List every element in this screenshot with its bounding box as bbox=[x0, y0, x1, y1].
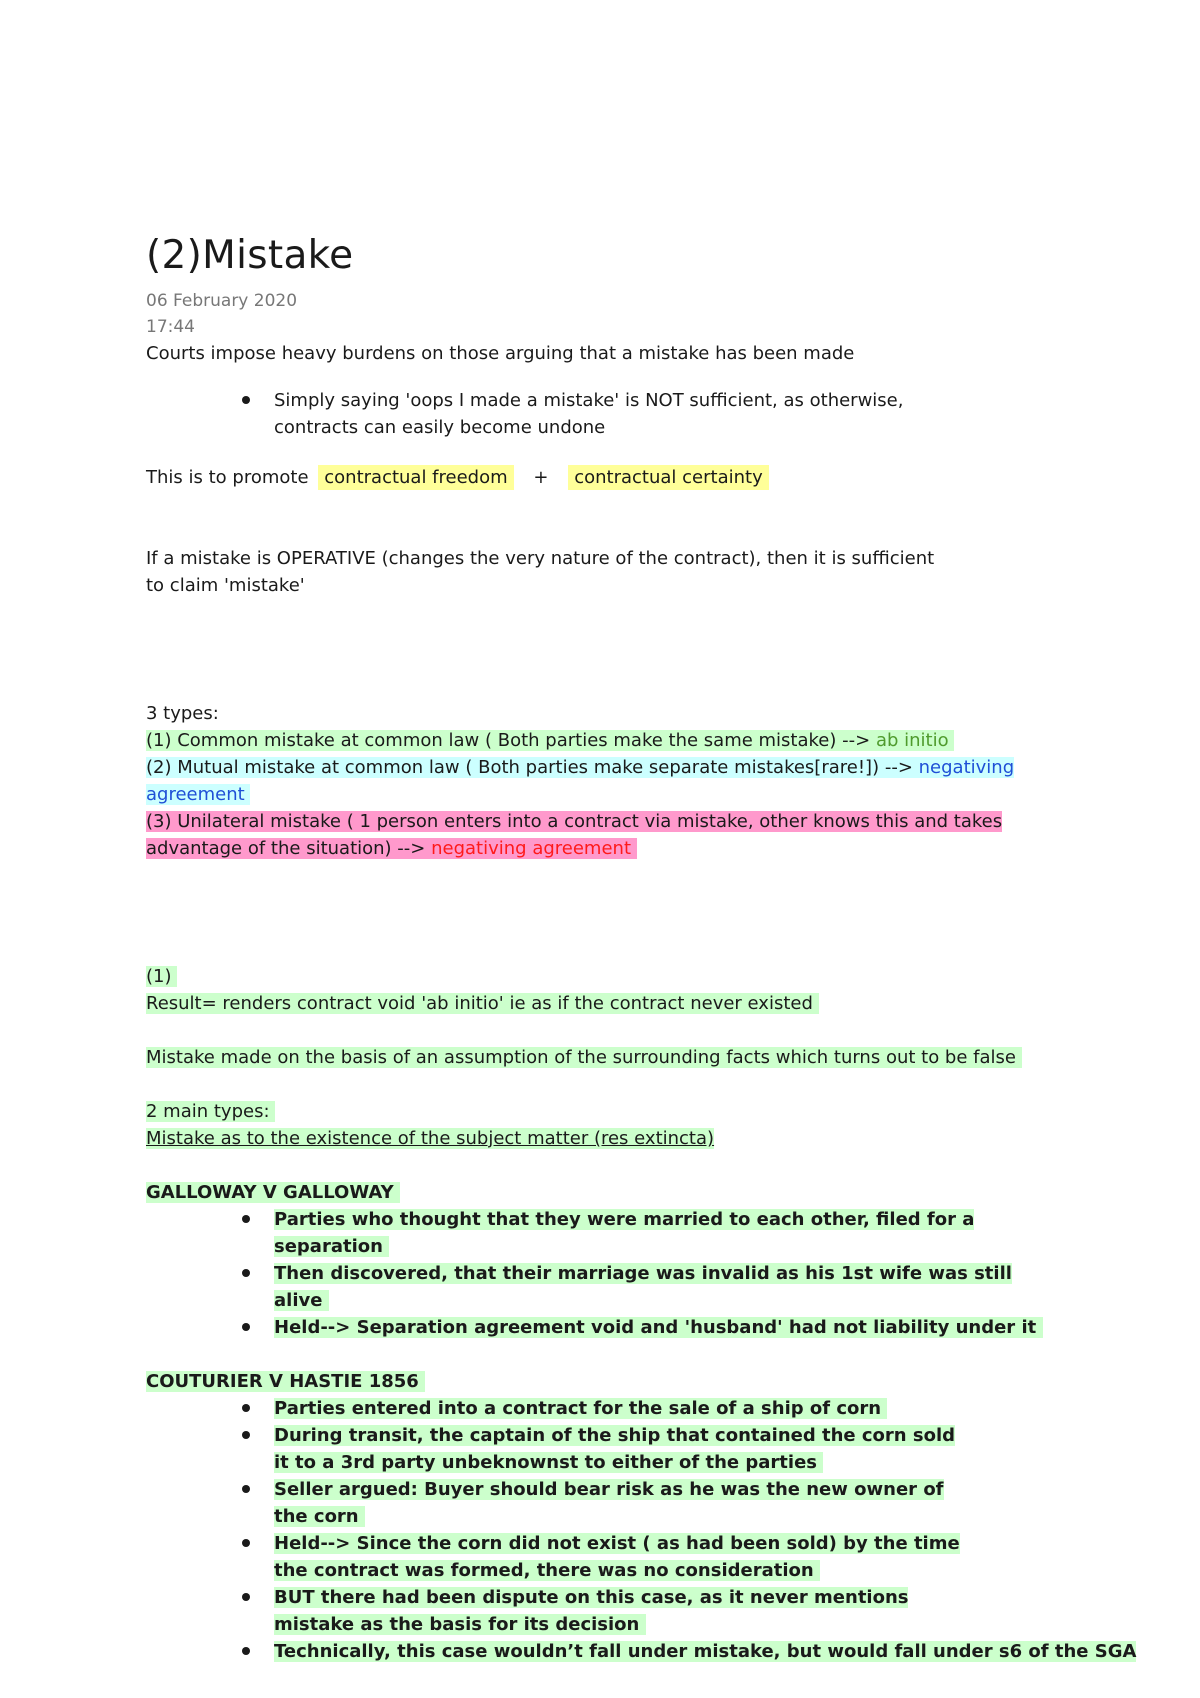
type-3-result: negativing agreement bbox=[431, 838, 631, 859]
main-types-heading: 2 main types: bbox=[146, 1101, 270, 1122]
type-1-line bbox=[146, 727, 1066, 754]
section-1-label: (1) bbox=[146, 966, 172, 987]
intro-text: Courts impose heavy burdens on those arguing that a mistake has been made bbox=[146, 343, 855, 364]
section-1-result: Result= renders contract void 'ab initio' ie as if the contract never existed bbox=[146, 993, 813, 1014]
type-3-text: (3) Unilateral mistake ( 1 person enters into a contract via mistake, other knows this and takes advantage of the situation) --> bbox=[146, 811, 1003, 859]
type-3-line bbox=[146, 808, 1066, 862]
couturier-case-heading: COUTURIER V HASTIE 1856 bbox=[146, 1371, 419, 1392]
contractual-certainty-highlight: contractual certainty bbox=[568, 465, 769, 490]
list-item: Held--> Separation agreement void and 'husband' had not liability under it bbox=[274, 1314, 1066, 1341]
galloway-case-heading: GALLOWAY V GALLOWAY bbox=[146, 1182, 394, 1203]
note-page bbox=[146, 232, 1137, 1665]
section-1-basis: Mistake made on the basis of an assumption of the surrounding facts which turns out to be false bbox=[146, 1047, 1016, 1068]
operative-text: If a mistake is OPERATIVE (changes the very nature of the contract), then it is sufficient to claim 'mistake' bbox=[146, 548, 935, 596]
list-item: Technically, this case wouldn’t fall under mistake, but would fall under s6 of the SGA bbox=[274, 1638, 976, 1665]
type-2-text: (2) Mutual mistake at common law ( Both parties make separate mistakes[rare!]) --> bbox=[146, 757, 913, 778]
type-2-result: negativing agreement bbox=[146, 757, 1015, 805]
res-extincta-heading: Mistake as to the existence of the subject matter (res extincta) bbox=[146, 1128, 715, 1149]
intro-bullet: Simply saying 'oops I made a mistake' is NOT sufficient, as otherwise, contracts can easily become undone bbox=[274, 387, 1066, 441]
intro-bullet-list bbox=[146, 387, 1066, 441]
plus-sign: + bbox=[533, 467, 549, 488]
types-heading: 3 types: bbox=[146, 703, 219, 724]
note-time: 17:44 bbox=[146, 317, 195, 337]
couturier-bullets bbox=[146, 1395, 1137, 1665]
list-item: During transit, the captain of the ship that contained the corn sold it to a 3rd party unbeknownst to either of the parties bbox=[274, 1422, 976, 1476]
type-2-line bbox=[146, 754, 1066, 808]
type-1-text: (1) Common mistake at common law ( Both parties make the same mistake) --> bbox=[146, 730, 871, 751]
list-item: Seller argued: Buyer should bear risk as he was the new owner of the corn bbox=[274, 1476, 976, 1530]
type-1-result: ab initio bbox=[875, 730, 949, 751]
list-item: Then discovered, that their marriage was invalid as his 1st wife was still alive bbox=[274, 1260, 1066, 1314]
page-title: (2)Mistake bbox=[146, 233, 354, 278]
list-item: Parties entered into a contract for the sale of a ship of corn bbox=[274, 1395, 976, 1422]
promote-line bbox=[146, 464, 1066, 491]
contractual-freedom-highlight: contractual freedom bbox=[318, 465, 513, 490]
galloway-bullets bbox=[146, 1206, 1066, 1341]
note-date: 06 February 2020 bbox=[146, 291, 298, 311]
promote-prefix: This is to promote bbox=[146, 467, 309, 488]
list-item: BUT there had been dispute on this case, as it never mentions mistake as the basis for its decision bbox=[274, 1584, 976, 1638]
list-item: Parties who thought that they were married to each other, filed for a separation bbox=[274, 1206, 1066, 1260]
list-item: Held--> Since the corn did not exist ( as had been sold) by the time the contract was formed, there was no consideration bbox=[274, 1530, 976, 1584]
